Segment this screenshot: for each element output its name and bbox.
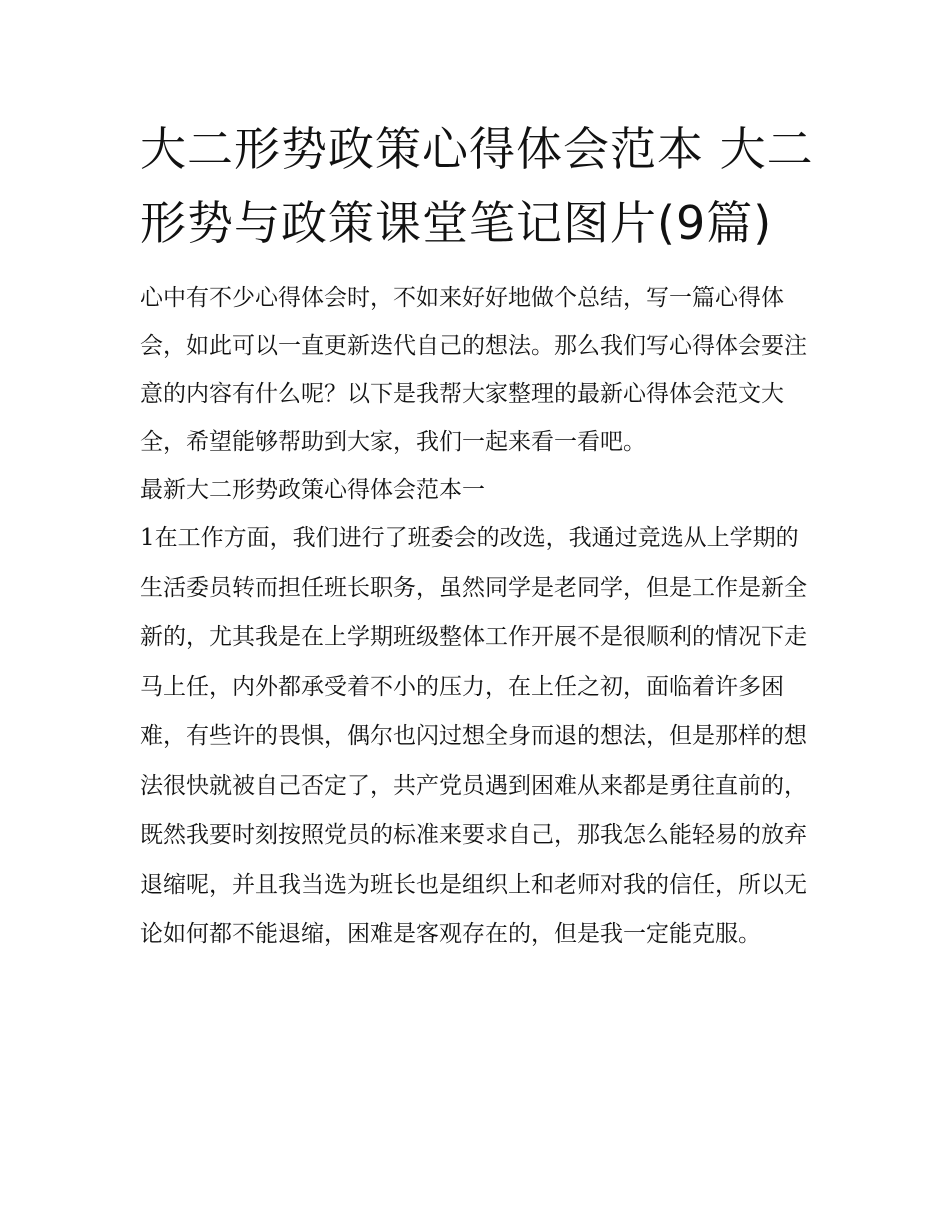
document-page <box>140 112 820 960</box>
section-heading: 最新大二形势政策心得体会范本一 <box>140 477 485 503</box>
intro-paragraph: 心中有不少心得体会时，不如来好好地做个总结，写一篇心得体会，如此可以一直更新迭代自己的想法。那么我们写心得体会要注意的内容有什么呢？以下是我帮大家整理的最新心得体会范文大全，希望能够帮助到大家，我们一起来看一看吧。 <box>140 285 807 455</box>
document-title: 大二形势政策心得体会范本 大二形势与政策课堂笔记图片(9篇) <box>140 122 814 250</box>
section-body-paragraph: 1在工作方面，我们进行了班委会的改选，我通过竞选从上学期的生活委员转而担任班长职务，虽然同学是老同学，但是工作是新全新的，尤其我是在上学期班级整体工作开展不是很顺利的情况下走马上任，内外都承受着不小的压力，在上任之初，面临着许多困难，有些许的畏惧，偶尔也闪过想全身而退的想法，但是那样的想法很快就被自己否定了，共产党员遇到困难从来都是勇往直前的，既然我要时刻按照党员的标准来要求自己，那我怎么能轻易的放弃退缩呢，并且我当选为班长也是组织上和老师对我的信任，所以无论如何都不能退缩，困难是客观存在的，但是我一定能克服。 <box>140 525 807 947</box>
